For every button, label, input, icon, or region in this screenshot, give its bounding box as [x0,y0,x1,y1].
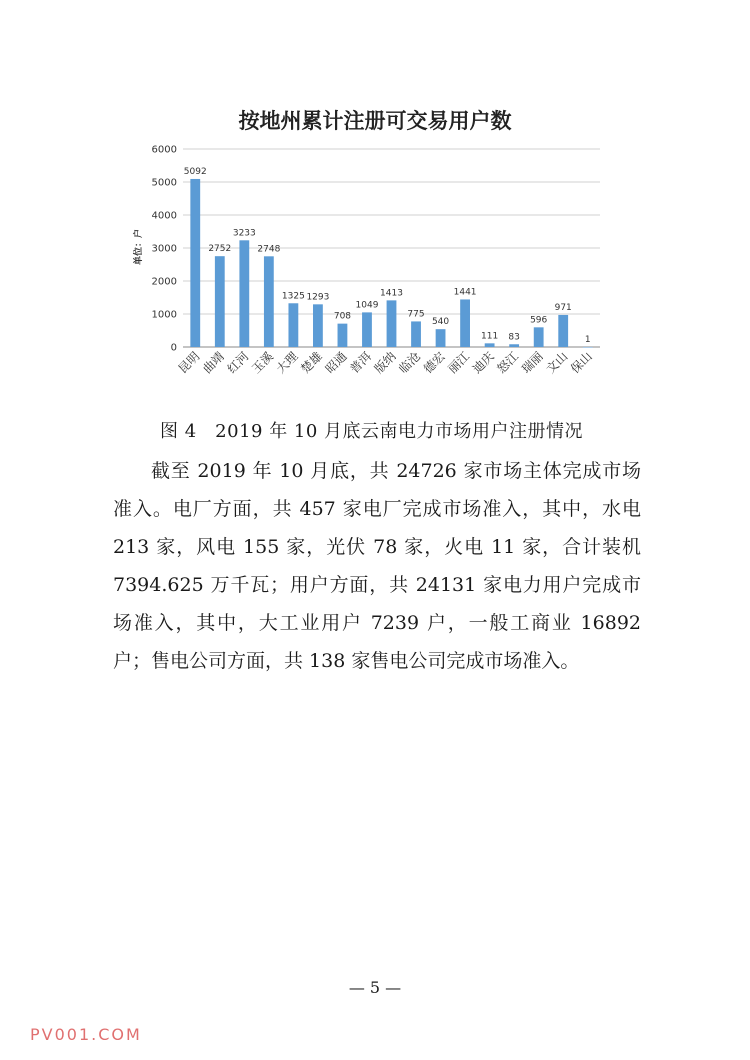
x-tick-label: 怒江 [494,349,522,377]
x-tick-label: 普洱 [347,349,375,377]
x-tick-label: 大理 [273,349,301,377]
y-tick-label: 3000 [151,243,177,255]
page-number: — 5 — [348,978,402,997]
y-axis-label: 单位：户 [134,228,144,266]
data-label: 5092 [183,166,207,177]
data-label: 1325 [281,291,305,302]
x-tick-label: 曲靖 [200,349,227,377]
x-tick-label: 版纳 [371,349,399,377]
data-label: 83 [508,332,520,343]
data-label: 1413 [380,288,403,299]
body-paragraph: 截至 2019 年 10 月底，共 24726 家市场主体完成市场准入。电厂方面，共 457 家电厂完成市场准入，其中，水电 213 家，风电 155 家，光伏 78 家，火电 11 家，合计装机 7394.625 万千瓦；用户方面，共 24131 家电力用户完成市场准入，其中，大工业用户 7239 户，一般工商业 16892 户；售电公司方面，共 138 家售电公司完成市场准入。 [113,460,641,672]
bar [558,315,568,347]
x-tick-label: 保山 [567,349,595,377]
data-label: 111 [481,331,499,342]
bar [362,312,372,347]
y-tick-label: 6000 [151,144,177,156]
bar [338,324,348,347]
figure-caption: 图 4 2019 年 10 月底云南电力市场用户注册情况 [160,421,584,442]
x-tick-label: 昭通 [322,349,350,377]
bar [215,256,225,347]
bar [264,256,274,347]
data-label: 1 [584,334,591,345]
data-label: 1441 [453,287,477,298]
x-tick-label: 迪庆 [469,349,497,377]
bar [534,327,544,347]
bar [387,300,397,347]
bar [190,179,200,347]
bar [288,303,298,347]
bar [239,240,249,347]
x-tick-label: 瑞丽 [518,349,546,377]
x-tick-label: 昆明 [175,349,203,377]
x-tick-label: 丽江 [445,349,473,377]
data-label: 1293 [306,292,330,303]
y-tick-label: 4000 [151,210,177,222]
y-tick-label: 0 [170,342,177,354]
x-tick-label: 楚雄 [298,349,326,377]
y-tick-label: 1000 [151,309,177,321]
x-tick-label: 德宏 [420,349,448,377]
x-tick-label: 临沧 [396,349,424,377]
bar [436,329,446,347]
data-label: 1049 [355,300,379,311]
bar-chart [0,0,750,410]
data-label: 971 [554,302,572,313]
chart-title: 按地州累计注册可交易用户数 [238,109,512,133]
bar [411,321,421,347]
data-label: 2748 [257,244,281,255]
bar [583,347,593,348]
data-label: 2752 [208,244,232,255]
x-tick-label: 文山 [543,349,571,377]
bar [509,344,519,347]
bar [485,343,495,347]
x-tick-label: 玉溪 [249,349,276,377]
data-label: 3233 [232,228,256,239]
bar [460,299,470,347]
y-tick-label: 2000 [151,276,177,288]
y-tick-label: 5000 [151,177,177,189]
bar [313,304,323,347]
data-label: 708 [333,311,352,322]
x-tick-label: 红河 [224,349,252,377]
watermark-text: PV001.COM [30,1025,142,1044]
data-label: 775 [407,309,425,320]
data-label: 540 [431,317,450,328]
data-label: 596 [530,315,548,326]
